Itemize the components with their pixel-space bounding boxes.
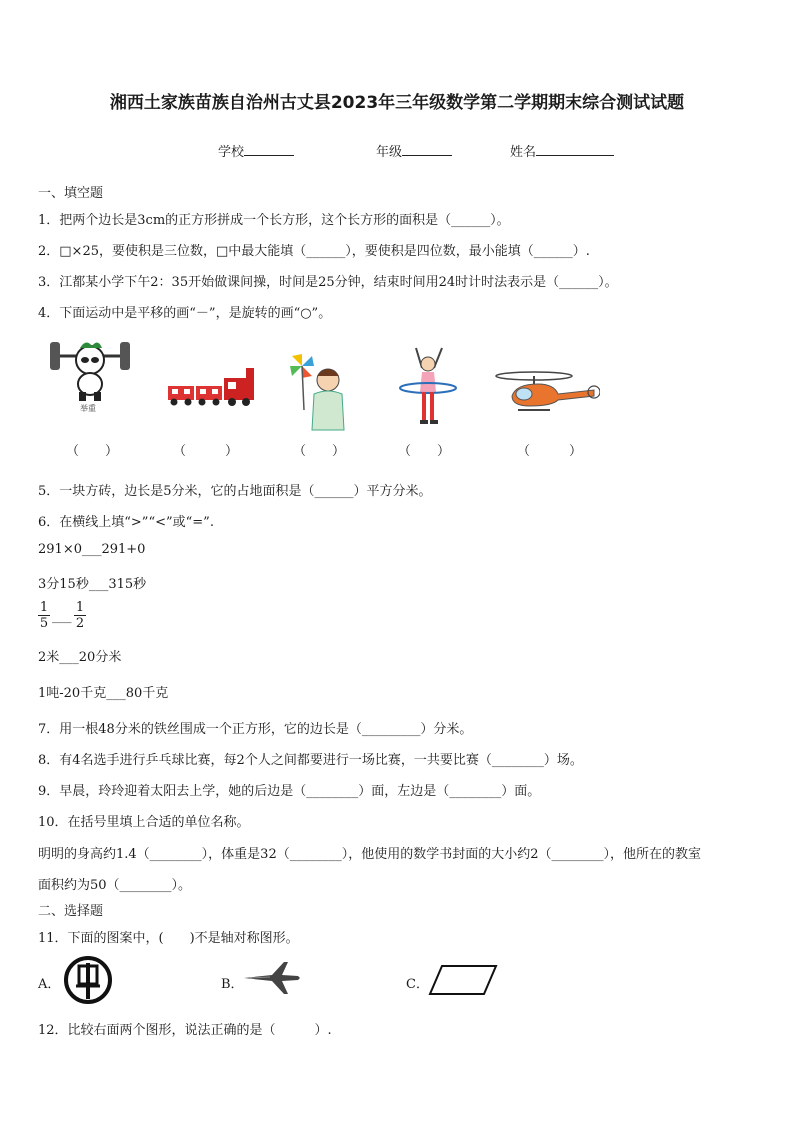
option-b-label[interactable]: B． [221,977,244,992]
q4-answer-4[interactable]: （ ） [398,444,451,459]
question-10-line-1: 明明的身高约1.4（________），体重是32（________），他使用的数学书封面的大小约2（________），他所在的教室 [38,847,701,862]
question-12: 12．比较右面两个图形，说法正确的是（ ）. [38,1023,332,1038]
name-field [510,141,614,160]
school-field [218,141,294,160]
section-fill-in: 一、填空题 [38,186,104,201]
page-title: 湘西土家族苗族自治州古丈县2023年三年级数学第二学期期末综合测试试题 [109,93,685,113]
question-4: 4．下面运动中是平移的画“－”，是旋转的画“○”。 [38,306,332,321]
q6c-blank[interactable]: ___ [52,609,72,624]
question-8: 8．有4名选手进行乒乓球比赛，每2个人之间都要进行一场比赛，一共要比赛（________）场。 [38,753,583,768]
question-1: 1．把两个边长是3cm的正方形拼成一个长方形，这个长方形的面积是（______）。 [38,213,510,228]
pinwheel-boy-image [290,350,350,432]
q4-answer-3[interactable]: （ ） [293,444,346,459]
question-6b: 3分15秒___315秒 [38,577,147,592]
section-multiple-choice: 二、选择题 [38,904,104,919]
question-11: 11．下面的图案中，( )不是轴对称图形。 [38,931,299,946]
grade-label: 年级 [376,145,403,160]
weightlifting-panda-image [46,336,136,414]
hula-hoop-girl-image [392,346,462,428]
question-10-line-2: 面积约为50（________）。 [38,878,192,893]
grade-blank[interactable] [402,142,452,156]
fraction-one-fifth [38,600,50,631]
question-6e: 1吨-20千克___80千克 [38,686,169,701]
question-5: 5．一块方砖，边长是5分米，它的占地面积是（______）平方分米。 [38,484,432,499]
fighter-jet-icon[interactable] [242,958,302,998]
school-label: 学校 [218,145,245,160]
train-image [166,364,266,410]
name-label: 姓名 [510,145,537,160]
fraction-numerator: 1 [39,600,49,615]
parallelogram-icon[interactable] [428,964,498,996]
fraction-one-half [74,600,86,631]
option-a-label[interactable]: A． [38,977,61,992]
fraction-denominator: 5 [39,616,49,631]
fraction-denominator: 2 [75,616,85,631]
fraction-numerator: 1 [75,600,85,615]
question-6: 6．在横线上填“>”“<”或“=”. [38,515,214,530]
q4-answer-1[interactable]: （ ） [66,444,119,459]
q4-answer-5[interactable]: （ ） [517,444,583,459]
grade-field [376,141,452,160]
question-3: 3．江都某小学下午2：35开始做课间操，时间是25分钟，结束时间用24时计时法表示是（______）。 [38,275,618,290]
question-9: 9．早晨，玲玲迎着太阳去上学，她的后边是（________）面，左边是（________）面。 [38,784,541,799]
option-c-label[interactable]: C． [406,977,429,992]
name-blank[interactable] [536,142,614,156]
question-6d: 2米___20分米 [38,650,122,665]
question-7: 7．用一根48分米的铁丝围成一个正方形，它的边长是（_________）分米。 [38,722,473,737]
question-2: 2．□×25，要使积是三位数，□中最大能填（______），要使积是四位数，最小能填（______）. [38,244,590,259]
question-10: 10．在括号里填上合适的单位名称。 [38,815,250,830]
weightlifting-caption: 举重 [80,404,96,413]
helicopter-image [494,366,600,418]
bank-logo-icon[interactable] [62,955,114,1005]
q4-answer-2[interactable]: （ ） [173,444,239,459]
school-blank[interactable] [244,142,294,156]
question-6a: 291×0___291+0 [38,542,146,557]
